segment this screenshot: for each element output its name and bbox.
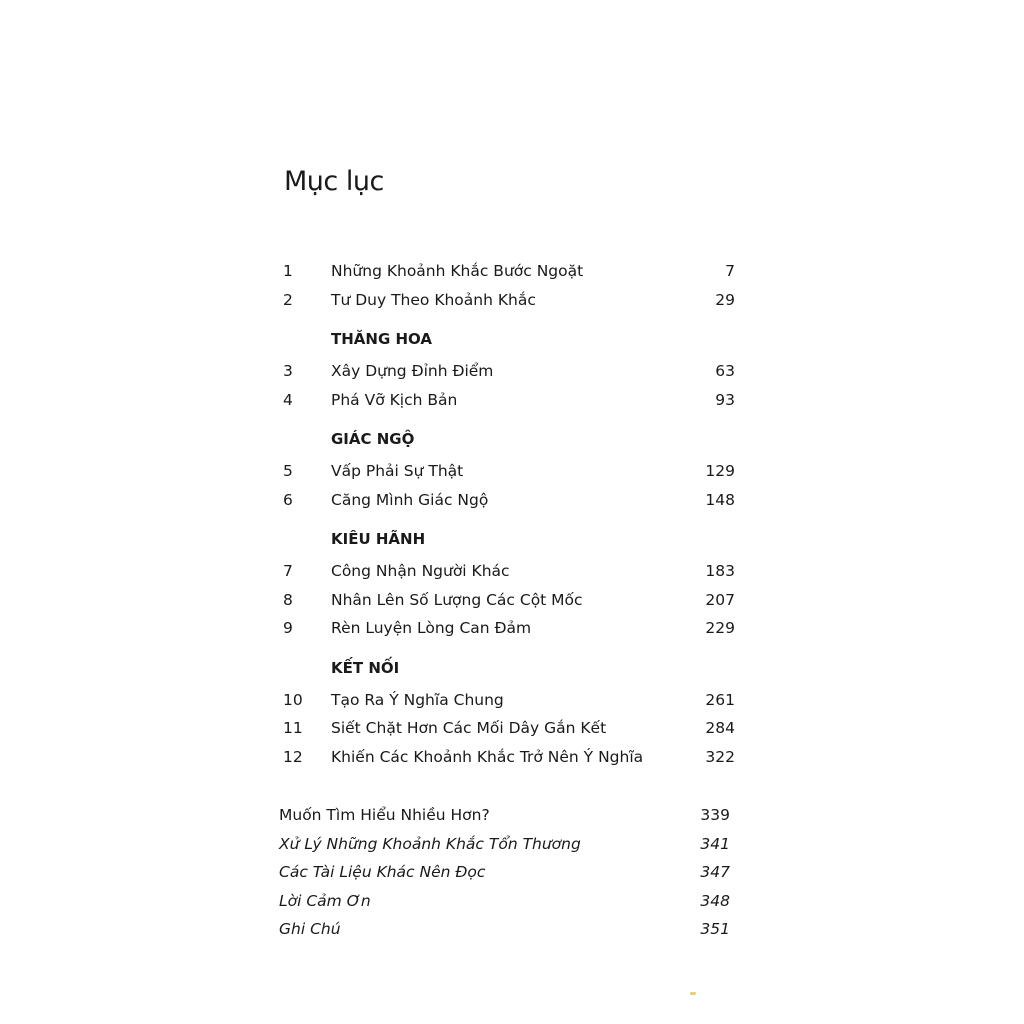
back-matter-page-number: 341 [700,834,730,853]
part-heading: KẾT NỐI [331,658,400,677]
paper-speck [690,992,696,995]
back-matter-entry[interactable] [279,835,730,864]
chapter-number: 1 [283,262,293,280]
chapter-page-number: 29 [715,290,735,309]
back-matter-title: Xử Lý Những Khoảnh Khắc Tổn Thương [279,834,581,853]
page-title: Mục lục [284,166,384,197]
chapter-title: Siết Chặt Hơn Các Mối Dây Gắn Kết [331,719,607,737]
chapter-entry[interactable] [283,262,735,291]
chapter-number: 12 [283,747,303,766]
chapter-page-number: 148 [705,490,735,509]
back-matter-title: Lời Cảm Ơn [279,891,371,910]
chapter-title: Xây Dựng Đỉnh Điểm [331,362,494,380]
back-matter-title: Các Tài Liệu Khác Nên Đọc [279,863,486,881]
chapter-title: Tạo Ra Ý Nghĩa Chung [331,690,504,709]
chapter-title: Nhân Lên Số Lượng Các Cột Mốc [331,590,583,609]
chapter-entry[interactable] [283,462,735,491]
chapter-entry[interactable] [283,562,735,591]
back-matter-entry[interactable] [279,806,730,835]
chapter-title: Căng Mình Giác Ngộ [331,490,489,509]
chapter-number: 4 [283,390,293,409]
back-matter-page-number: 348 [700,891,730,910]
back-matter-title: Ghi Chú [279,920,341,938]
chapter-page-number: 261 [705,690,735,709]
chapter-number: 6 [283,490,293,509]
chapter-title: Rèn Luyện Lòng Can Đảm [331,619,532,637]
chapter-page-number: 229 [705,619,735,637]
part-heading: GIÁC NGỘ [331,430,415,448]
chapter-page-number: 93 [715,390,735,409]
back-matter-entry[interactable] [279,863,730,892]
back-matter-page-number: 339 [700,806,730,824]
chapter-title: Tư Duy Theo Khoảnh Khắc [331,290,536,309]
back-matter-entry[interactable] [279,920,730,949]
chapter-entry[interactable] [283,691,735,720]
chapter-page-number: 284 [705,719,735,737]
chapter-entry[interactable] [283,748,735,777]
chapter-title: Khiến Các Khoảnh Khắc Trở Nên Ý Nghĩa [331,747,644,766]
part-heading-row [283,519,735,562]
chapter-number: 3 [283,362,293,380]
back-matter-title: Muốn Tìm Hiểu Nhiều Hơn? [279,806,490,824]
chapter-entry[interactable] [283,362,735,391]
chapter-page-number: 129 [705,462,735,480]
part-heading: KIÊU HÃNH [331,530,426,548]
part-heading-row [283,419,735,462]
chapter-number: 2 [283,290,293,309]
part-heading: THĂNG HOA [331,330,432,348]
chapter-page-number: 63 [715,362,735,380]
part-heading-row [283,319,735,362]
chapter-entry[interactable] [283,591,735,620]
back-matter-page-number: 347 [700,863,730,881]
chapter-entry[interactable] [283,391,735,420]
chapter-page-number: 183 [705,562,735,580]
chapter-title: Công Nhận Người Khác [331,562,510,580]
chapter-number: 9 [283,619,293,637]
back-matter-list [279,806,730,949]
chapter-number: 7 [283,562,293,580]
chapter-entry[interactable] [283,291,735,320]
part-heading-row [283,648,735,691]
chapter-number: 8 [283,590,293,609]
chapter-entry[interactable] [283,619,735,648]
chapter-title: Vấp Phải Sự Thật [331,462,464,480]
chapter-page-number: 7 [725,262,735,280]
chapter-title: Những Khoảnh Khắc Bước Ngoặt [331,262,584,280]
chapter-number: 11 [283,719,303,737]
chapter-entry[interactable] [283,491,735,520]
chapter-number: 10 [283,690,303,709]
chapter-number: 5 [283,462,293,480]
chapter-page-number: 322 [705,747,735,766]
table-of-contents [283,262,735,776]
back-matter-page-number: 351 [700,920,730,938]
back-matter-entry[interactable] [279,892,730,921]
chapter-page-number: 207 [705,590,735,609]
chapter-title: Phá Vỡ Kịch Bản [331,390,458,409]
chapter-entry[interactable] [283,719,735,748]
